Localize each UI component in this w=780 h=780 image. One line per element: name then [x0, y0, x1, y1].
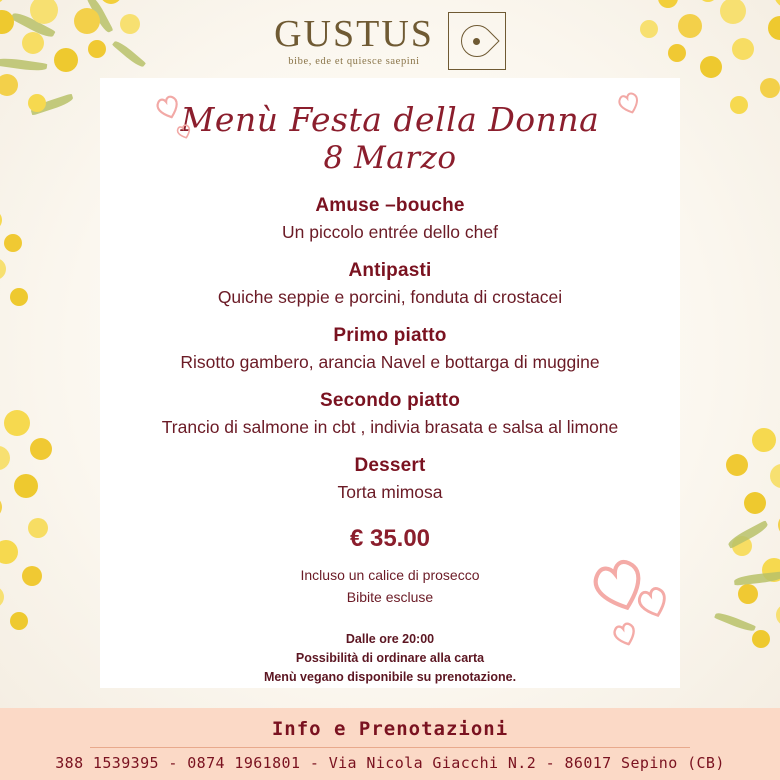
menu-title-line1: Menù Festa della Donna — [180, 100, 600, 139]
menu-note-line: Bibite escluse — [346, 588, 434, 605]
menu-note-line: Incluso un calice di prosecco — [300, 567, 480, 584]
course-description: Un piccolo entrée dello chef — [282, 222, 498, 243]
menu-fineprint — [100, 630, 680, 686]
footer-contacts: 388 1539395 - 0874 1961801 - Via Nicola Giacchi N.2 - 86017 Sepino (CB) — [55, 754, 725, 772]
footer-band — [0, 708, 780, 780]
course-item — [100, 260, 680, 308]
course-description: Risotto gambero, arancia Navel e bottarga di muggine — [180, 352, 600, 373]
footer-title: Info e Prenotazioni — [271, 718, 509, 740]
fineprint-line: Possibilità di ordinare alla carta — [295, 651, 485, 666]
fineprint-line: Dalle ore 20:00 — [345, 632, 435, 647]
menu-title — [100, 100, 680, 178]
course-item — [100, 390, 680, 438]
course-item — [100, 195, 680, 243]
course-description: Quiche seppie e porcini, fonduta di crostacei — [217, 287, 563, 308]
diamond-leaf-logo-icon — [448, 12, 506, 70]
fineprint-line: Menù vegano disponibile su prenotazione. — [263, 669, 517, 684]
brand-name: GUSTUS — [274, 12, 434, 55]
brand-logo — [0, 6, 780, 76]
course-item — [100, 325, 680, 373]
mimosa-left-bottom — [0, 400, 104, 700]
brand-tagline: bibe, ede et quiesce saepini — [288, 55, 420, 67]
course-description: Torta mimosa — [337, 482, 443, 503]
course-name: Secondo piatto — [319, 390, 461, 412]
menu-title-line2: 8 Marzo — [323, 140, 457, 177]
course-description: Trancio di salmone in cbt , indivia brasata e salsa al limone — [161, 417, 619, 438]
course-name: Amuse –bouche — [315, 195, 465, 217]
course-name: Primo piatto — [333, 325, 447, 347]
course-name: Dessert — [354, 455, 426, 477]
mimosa-left-middle — [0, 200, 88, 400]
mimosa-right-bottom — [674, 420, 780, 710]
course-name: Antipasti — [348, 260, 432, 282]
menu-price: € 35.00 — [349, 525, 431, 553]
course-item — [100, 455, 680, 503]
footer-divider — [90, 747, 690, 748]
